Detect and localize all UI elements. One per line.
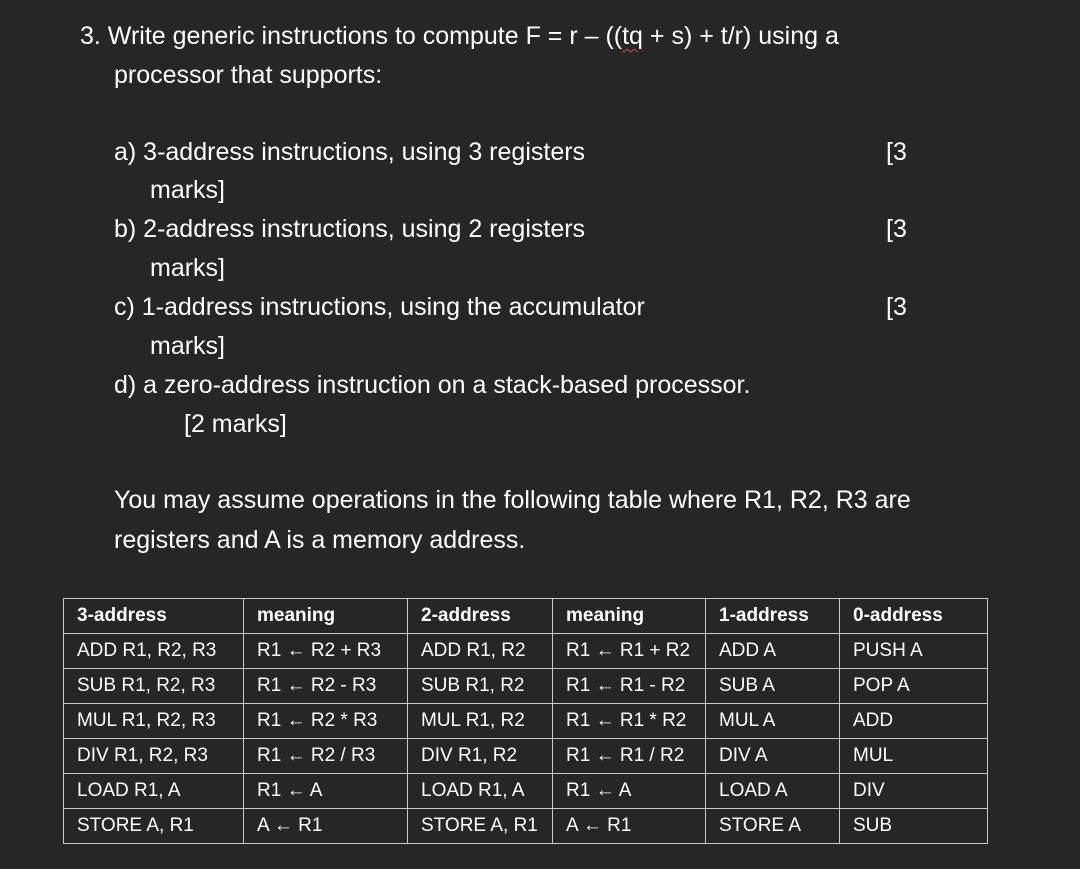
table-cell: LOAD R1, A — [408, 774, 553, 809]
table-row — [64, 774, 988, 809]
table-header-cell: 3-address — [64, 599, 244, 634]
table-cell: ADD R1, R2 — [408, 634, 553, 669]
table-row — [64, 704, 988, 739]
part-c-label: c) 1-address instructions, using the accumulator — [114, 293, 645, 321]
table-cell: R1 ← A — [553, 774, 706, 809]
question-title-prefix: 3. Write generic instructions to compute F = r – (( — [80, 22, 623, 50]
table-cell: R1 ← R1 + R2 — [553, 634, 706, 669]
assumption-text-line2: registers and A is a memory address. — [114, 526, 526, 554]
part-c-marks-open: [3 — [886, 293, 907, 321]
table-cell: R1 ← R2 * R3 — [244, 704, 408, 739]
table-cell: DIV R1, R2 — [408, 739, 553, 774]
table-header-cell: 2-address — [408, 599, 553, 634]
question-title — [80, 24, 839, 49]
table-header-cell: 0-address — [840, 599, 988, 634]
table-cell: DIV R1, R2, R3 — [64, 739, 244, 774]
question-title-suffix: + s) + t/r) using a — [642, 22, 839, 50]
part-d-marks: [2 marks] — [184, 410, 287, 438]
part-d-label: d) a zero-address instruction on a stack-based processor. — [114, 371, 751, 399]
table-row — [64, 634, 988, 669]
part-a-label: a) 3-address instructions, using 3 registers — [114, 138, 586, 166]
table-cell: DIV A — [706, 739, 840, 774]
table-cell: LOAD R1, A — [64, 774, 244, 809]
table-cell: R1 ← R1 * R2 — [553, 704, 706, 739]
table-cell: MUL A — [706, 704, 840, 739]
instruction-table — [63, 598, 988, 844]
assumption-text-line1: You may assume operations in the following table where R1, R2, R3 are — [114, 486, 911, 514]
question-title-continued: processor that supports: — [114, 61, 383, 89]
table-cell: MUL R1, R2, R3 — [64, 704, 244, 739]
table-cell: SUB R1, R2, R3 — [64, 669, 244, 704]
table-cell: R1 ← R2 - R3 — [244, 669, 408, 704]
table-cell: R1 ← R2 / R3 — [244, 739, 408, 774]
table-cell: R1 ← A — [244, 774, 408, 809]
table-row — [64, 739, 988, 774]
table-cell: SUB — [840, 809, 988, 844]
table-cell: MUL R1, R2 — [408, 704, 553, 739]
table-cell: R1 ← R1 / R2 — [553, 739, 706, 774]
table-cell: LOAD A — [706, 774, 840, 809]
table-cell: STORE A — [706, 809, 840, 844]
table-header-row — [64, 599, 988, 634]
part-b-marks-open: [3 — [886, 215, 907, 243]
table-cell: PUSH A — [840, 634, 988, 669]
spellcheck-squiggle-word: tq — [622, 22, 643, 50]
table-cell: R1 ← R1 - R2 — [553, 669, 706, 704]
table-cell: STORE A, R1 — [408, 809, 553, 844]
table-cell: ADD A — [706, 634, 840, 669]
part-c-marks: marks] — [150, 332, 225, 360]
table-cell: STORE A, R1 — [64, 809, 244, 844]
table-cell: A ← R1 — [244, 809, 408, 844]
table-cell: SUB A — [706, 669, 840, 704]
table-header-cell: meaning — [244, 599, 408, 634]
table-cell: DIV — [840, 774, 988, 809]
table-header-cell: meaning — [553, 599, 706, 634]
part-a-marks-open: [3 — [886, 138, 907, 166]
table-cell: POP A — [840, 669, 988, 704]
table-cell: R1 ← R2 + R3 — [244, 634, 408, 669]
table-cell: A ← R1 — [553, 809, 706, 844]
part-b-marks: marks] — [150, 254, 225, 282]
part-b-label: b) 2-address instructions, using 2 registers — [114, 215, 586, 243]
table-cell: ADD — [840, 704, 988, 739]
table-cell: SUB R1, R2 — [408, 669, 553, 704]
table-cell: MUL — [840, 739, 988, 774]
table-cell: ADD R1, R2, R3 — [64, 634, 244, 669]
table-row — [64, 669, 988, 704]
table-row — [64, 809, 988, 844]
table-header-cell: 1-address — [706, 599, 840, 634]
part-a-marks: marks] — [150, 176, 225, 204]
